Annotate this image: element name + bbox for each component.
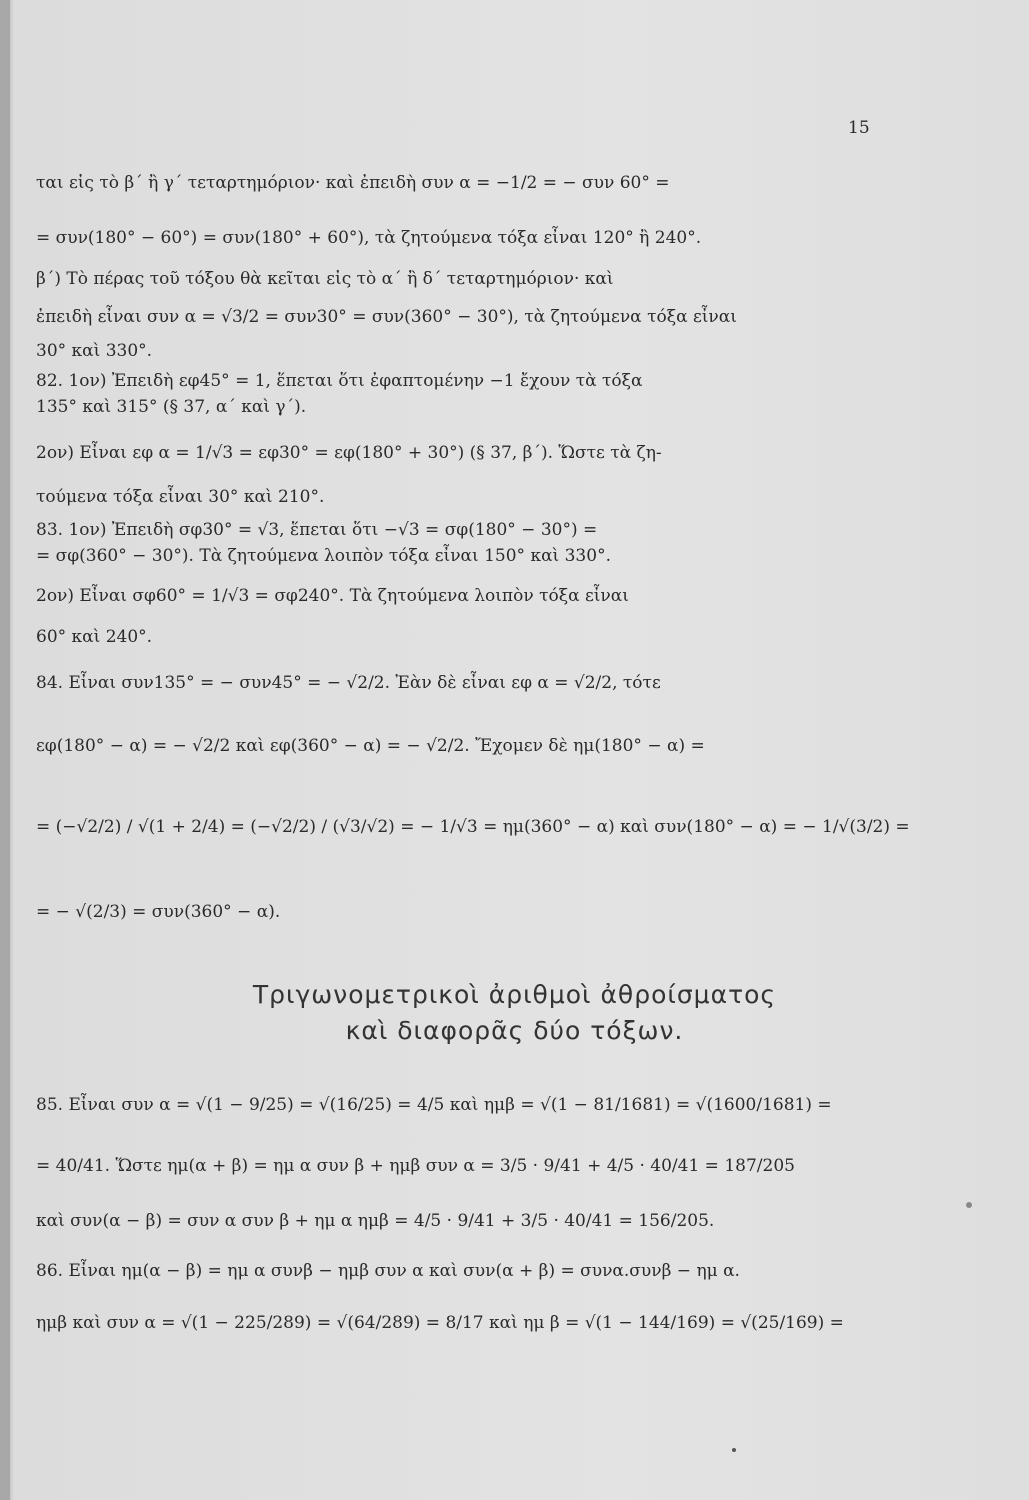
text-line-15: εφ(180° − α) = − √2/2 καὶ εφ(360° − α) = − √2/2. Ἔχομεν δὲ ημ(180° − α) = <box>36 736 705 756</box>
text-line-1: ται εἰς τὸ β΄ ἢ γ΄ τεταρτημόριον· καὶ ἐπειδὴ συν α = −1/2 = − συν 60° = <box>36 173 670 193</box>
page-number: 15 <box>848 118 870 138</box>
text-line-18: 85. Εἶναι συν α = √(1 − 9/25) = √(16/25) = 4/5 καὶ ημβ = √(1 − 81/1681) = √(1600/1681) = <box>36 1095 832 1115</box>
section-heading-line-2: καὶ διαφορᾶς δύο τόξων. <box>345 1016 684 1045</box>
text-line-19: = 40/41. Ὥστε ημ(α + β) = ημ α συν β + ημβ συν α = 3/5 · 9/41 + 4/5 · 40/41 = 187/205 <box>36 1156 795 1176</box>
ink-speck <box>966 1202 972 1208</box>
text-line-3: β΄) Τὸ πέρας τοῦ τόξου θὰ κεῖται εἰς τὸ α΄ ἢ δ΄ τεταρτημόριον· καὶ <box>36 269 614 289</box>
text-line-13: 60° καὶ 240°. <box>36 627 153 647</box>
page-spine-shadow <box>0 0 10 1500</box>
text-line-12: 2ον) Εἶναι σφ60° = 1/√3 = σφ240°. Τὰ ζητούμενα λοιπὸν τόξα εἶναι <box>36 586 629 606</box>
text-line-2: = συν(180° − 60°) = συν(180° + 60°), τὰ ζητούμενα τόξα εἶναι 120° ἢ 240°. <box>36 228 702 248</box>
text-line-6: 82. 1ον) Ἐπειδὴ εφ45° = 1, ἕπεται ὅτι ἐφαπτομένην −1 ἔχουν τὰ τόξα <box>36 371 643 391</box>
ink-speck <box>732 1448 736 1452</box>
text-line-7: 135° καὶ 315° (§ 37, α΄ καὶ γ΄). <box>36 397 307 417</box>
text-line-10: 83. 1ον) Ἐπειδὴ σφ30° = √3, ἕπεται ὅτι −√3 = σφ(180° − 30°) = <box>36 520 598 540</box>
text-line-21: 86. Εἶναι ημ(α − β) = ημ α συνβ − ημβ συν α καὶ συν(α + β) = συνα.συνβ − ημ α. <box>36 1261 740 1281</box>
text-line-17: = − √(2/3) = συν(360° − α). <box>36 902 281 922</box>
section-heading-line-1: Τριγωνομετρικοὶ ἀριθμοὶ ἀθροίσματος <box>252 980 777 1009</box>
text-line-11: = σφ(360° − 30°). Τὰ ζητούμενα λοιπὸν τόξα εἶναι 150° καὶ 330°. <box>36 546 611 566</box>
text-line-20: καὶ συν(α − β) = συν α συν β + ημ α ημβ = 4/5 · 9/41 + 3/5 · 40/41 = 156/205. <box>36 1211 715 1231</box>
text-line-14: 84. Εἶναι συν135° = − συν45° = − √2/2. Ἐὰν δὲ εἶναι εφ α = √2/2, τότε <box>36 673 661 693</box>
text-line-9: τούμενα τόξα εἶναι 30° καὶ 210°. <box>36 487 325 507</box>
text-line-4: ἐπειδὴ εἶναι συν α = √3/2 = συν30° = συν(360° − 30°), τὰ ζητούμενα τόξα εἶναι <box>36 307 737 327</box>
text-line-5: 30° καὶ 330°. <box>36 341 153 361</box>
text-line-22: ημβ καὶ συν α = √(1 − 225/289) = √(64/289) = 8/17 καὶ ημ β = √(1 − 144/169) = √(25/169) = <box>36 1313 844 1333</box>
text-line-8: 2ον) Εἶναι εφ α = 1/√3 = εφ30° = εφ(180° + 30°) (§ 37, β΄). Ὥστε τὰ ζη- <box>36 443 662 463</box>
text-line-16: = (−√2/2) / √(1 + 2/4) = (−√2/2) / (√3/√2) = − 1/√3 = ημ(360° − α) καὶ συν(180° − α) = − 1/√(3/2) = <box>36 817 910 837</box>
